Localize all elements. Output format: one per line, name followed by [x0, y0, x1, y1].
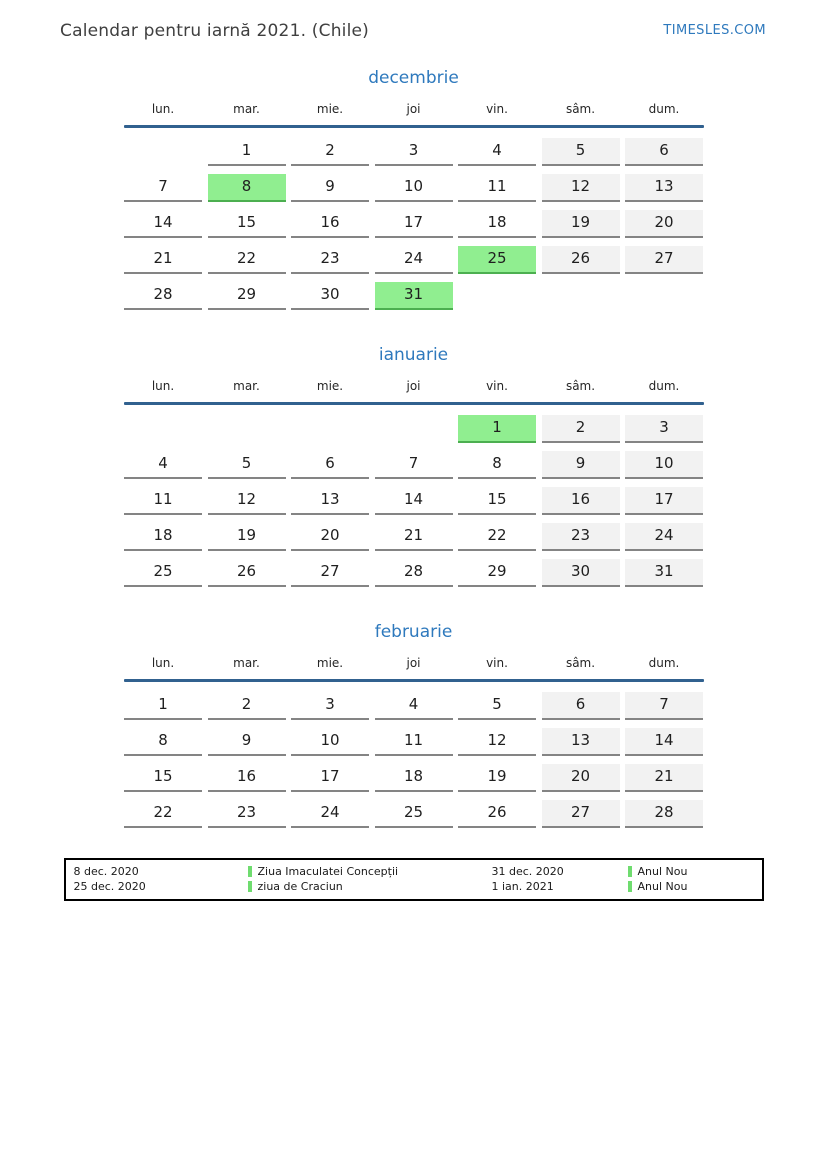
week-row [124, 282, 704, 318]
week-row [124, 451, 704, 487]
day-cell: 22 [208, 246, 286, 274]
legend-box [64, 858, 764, 901]
month-title: ianuarie [378, 345, 449, 365]
holiday-marker-icon [628, 881, 632, 892]
day-cell: 15 [208, 210, 286, 238]
day-cell: 20 [542, 764, 620, 792]
day-cell: 10 [291, 728, 369, 756]
weekday-header-row [124, 379, 704, 402]
day-cell: 11 [124, 487, 202, 515]
month-ianuarie [124, 345, 704, 595]
day-cell: 19 [458, 764, 536, 792]
holiday-marker-icon [248, 881, 252, 892]
day-cell: 1 [208, 138, 286, 166]
legend-date: 8 dec. 2020 [73, 865, 139, 878]
day-cell: 24 [625, 523, 703, 551]
week-row [124, 692, 704, 728]
day-cell: 2 [291, 138, 369, 166]
day-cell: 17 [625, 487, 703, 515]
empty-day-cell [124, 415, 202, 443]
weekday-header: dum. [648, 102, 680, 116]
empty-day-cell [124, 138, 202, 166]
day-cell: 12 [458, 728, 536, 756]
week-row [124, 523, 704, 559]
weekday-header: joi [406, 102, 421, 116]
legend-holiday [628, 865, 756, 878]
day-cell: 11 [375, 728, 453, 756]
day-cell: 19 [542, 210, 620, 238]
day-cell: 16 [291, 210, 369, 238]
day-cell: 24 [375, 246, 453, 274]
week-row [124, 800, 704, 836]
day-cell: 22 [458, 523, 536, 551]
week-row [124, 415, 704, 451]
day-cell: 13 [542, 728, 620, 756]
weekday-header: dum. [648, 379, 680, 393]
month-title: februarie [374, 622, 453, 642]
day-cell: 14 [625, 728, 703, 756]
legend-date: 1 ian. 2021 [491, 880, 554, 893]
day-cell: 21 [625, 764, 703, 792]
day-cell: 31 [625, 559, 703, 587]
day-cell: 12 [542, 174, 620, 202]
day-cell: 12 [208, 487, 286, 515]
month-februarie [124, 622, 704, 836]
holiday-day-cell: 1 [458, 415, 536, 443]
week-row [124, 210, 704, 246]
empty-day-cell [208, 415, 286, 443]
day-cell: 29 [458, 559, 536, 587]
day-cell: 21 [375, 523, 453, 551]
day-cell: 5 [542, 138, 620, 166]
legend-holiday-label: ziua de Craciun [257, 880, 343, 893]
day-cell: 5 [208, 451, 286, 479]
weekday-header: dum. [648, 656, 680, 670]
weekday-header: joi [406, 379, 421, 393]
day-cell: 11 [458, 174, 536, 202]
day-cell: 7 [625, 692, 703, 720]
day-cell: 28 [625, 800, 703, 828]
day-cell: 29 [208, 282, 286, 310]
day-cell: 25 [375, 800, 453, 828]
weekday-header: vin. [486, 102, 508, 116]
day-cell: 14 [375, 487, 453, 515]
page-title: Calendar pentru iarnă 2021. (Chile) [60, 21, 370, 41]
day-cell: 8 [124, 728, 202, 756]
day-cell: 23 [291, 246, 369, 274]
day-cell: 7 [375, 451, 453, 479]
weekday-header: mar. [233, 102, 260, 116]
weekday-header: lun. [151, 102, 175, 116]
day-cell: 6 [542, 692, 620, 720]
weekday-header: joi [406, 656, 421, 670]
holiday-day-cell: 31 [375, 282, 453, 310]
day-cell: 15 [458, 487, 536, 515]
day-cell: 13 [291, 487, 369, 515]
day-cell: 26 [542, 246, 620, 274]
day-cell: 10 [625, 451, 703, 479]
day-cell: 8 [458, 451, 536, 479]
legend-holiday-label: Anul Nou [637, 880, 688, 893]
month-decembrie [124, 68, 704, 318]
weekday-header: mie. [316, 656, 344, 670]
day-cell: 22 [124, 800, 202, 828]
day-cell: 17 [291, 764, 369, 792]
empty-day-cell [542, 282, 620, 310]
day-cell: 9 [542, 451, 620, 479]
month-divider-line [124, 125, 704, 128]
weekday-header: sâm. [565, 656, 596, 670]
weekday-header-row [124, 102, 704, 125]
month-divider-line [124, 402, 704, 405]
day-cell: 16 [542, 487, 620, 515]
holiday-marker-icon [248, 866, 252, 877]
day-cell: 27 [542, 800, 620, 828]
week-row [124, 559, 704, 595]
day-cell: 16 [208, 764, 286, 792]
day-cell: 2 [542, 415, 620, 443]
day-cell: 28 [124, 282, 202, 310]
day-cell: 9 [208, 728, 286, 756]
day-cell: 18 [458, 210, 536, 238]
legend-holiday [628, 880, 756, 893]
weekday-header: vin. [486, 656, 508, 670]
day-cell: 30 [542, 559, 620, 587]
day-cell: 7 [124, 174, 202, 202]
empty-day-cell [625, 282, 703, 310]
week-row [124, 764, 704, 800]
day-cell: 24 [291, 800, 369, 828]
day-cell: 3 [291, 692, 369, 720]
weekday-header: mar. [233, 656, 260, 670]
day-cell: 23 [208, 800, 286, 828]
weekday-header: lun. [151, 379, 175, 393]
day-cell: 27 [291, 559, 369, 587]
legend-holiday-label: Ziua Imaculatei Concepții [257, 865, 399, 878]
legend-date: 31 dec. 2020 [491, 865, 564, 878]
day-cell: 4 [375, 692, 453, 720]
day-cell: 10 [375, 174, 453, 202]
day-cell: 25 [124, 559, 202, 587]
day-cell: 2 [208, 692, 286, 720]
empty-day-cell [458, 282, 536, 310]
holiday-day-cell: 25 [458, 246, 536, 274]
weekday-header: sâm. [565, 379, 596, 393]
day-cell: 3 [375, 138, 453, 166]
day-cell: 30 [291, 282, 369, 310]
legend-holiday [248, 880, 490, 893]
day-cell: 9 [291, 174, 369, 202]
day-cell: 13 [625, 174, 703, 202]
day-cell: 20 [291, 523, 369, 551]
day-cell: 3 [625, 415, 703, 443]
week-row [124, 246, 704, 282]
weekday-header: sâm. [565, 102, 596, 116]
weekday-header: vin. [486, 379, 508, 393]
weekday-header: mie. [316, 379, 344, 393]
day-cell: 28 [375, 559, 453, 587]
empty-day-cell [375, 415, 453, 443]
empty-day-cell [291, 415, 369, 443]
weekday-header: mie. [316, 102, 344, 116]
day-cell: 15 [124, 764, 202, 792]
day-cell: 27 [625, 246, 703, 274]
page-header [0, 0, 827, 41]
weekday-header-row [124, 656, 704, 679]
day-cell: 26 [458, 800, 536, 828]
day-cell: 4 [124, 451, 202, 479]
day-cell: 6 [625, 138, 703, 166]
day-cell: 21 [124, 246, 202, 274]
day-cell: 4 [458, 138, 536, 166]
weekday-header: lun. [151, 656, 175, 670]
day-cell: 14 [124, 210, 202, 238]
week-row [124, 487, 704, 523]
holiday-day-cell: 8 [208, 174, 286, 202]
legend-holiday-label: Anul Nou [637, 865, 688, 878]
holiday-marker-icon [628, 866, 632, 877]
day-cell: 1 [124, 692, 202, 720]
day-cell: 18 [375, 764, 453, 792]
weekday-header: mar. [233, 379, 260, 393]
legend-holiday [248, 865, 490, 878]
week-row [124, 728, 704, 764]
legend-date: 25 dec. 2020 [73, 880, 146, 893]
site-logo-link[interactable]: TIMESLES.COM [663, 23, 766, 38]
day-cell: 17 [375, 210, 453, 238]
day-cell: 6 [291, 451, 369, 479]
day-cell: 5 [458, 692, 536, 720]
month-divider-line [124, 679, 704, 682]
day-cell: 23 [542, 523, 620, 551]
day-cell: 18 [124, 523, 202, 551]
calendar-months [0, 68, 827, 836]
week-row [124, 174, 704, 210]
day-cell: 20 [625, 210, 703, 238]
day-cell: 26 [208, 559, 286, 587]
week-row [124, 138, 704, 174]
day-cell: 19 [208, 523, 286, 551]
month-title: decembrie [368, 68, 459, 88]
